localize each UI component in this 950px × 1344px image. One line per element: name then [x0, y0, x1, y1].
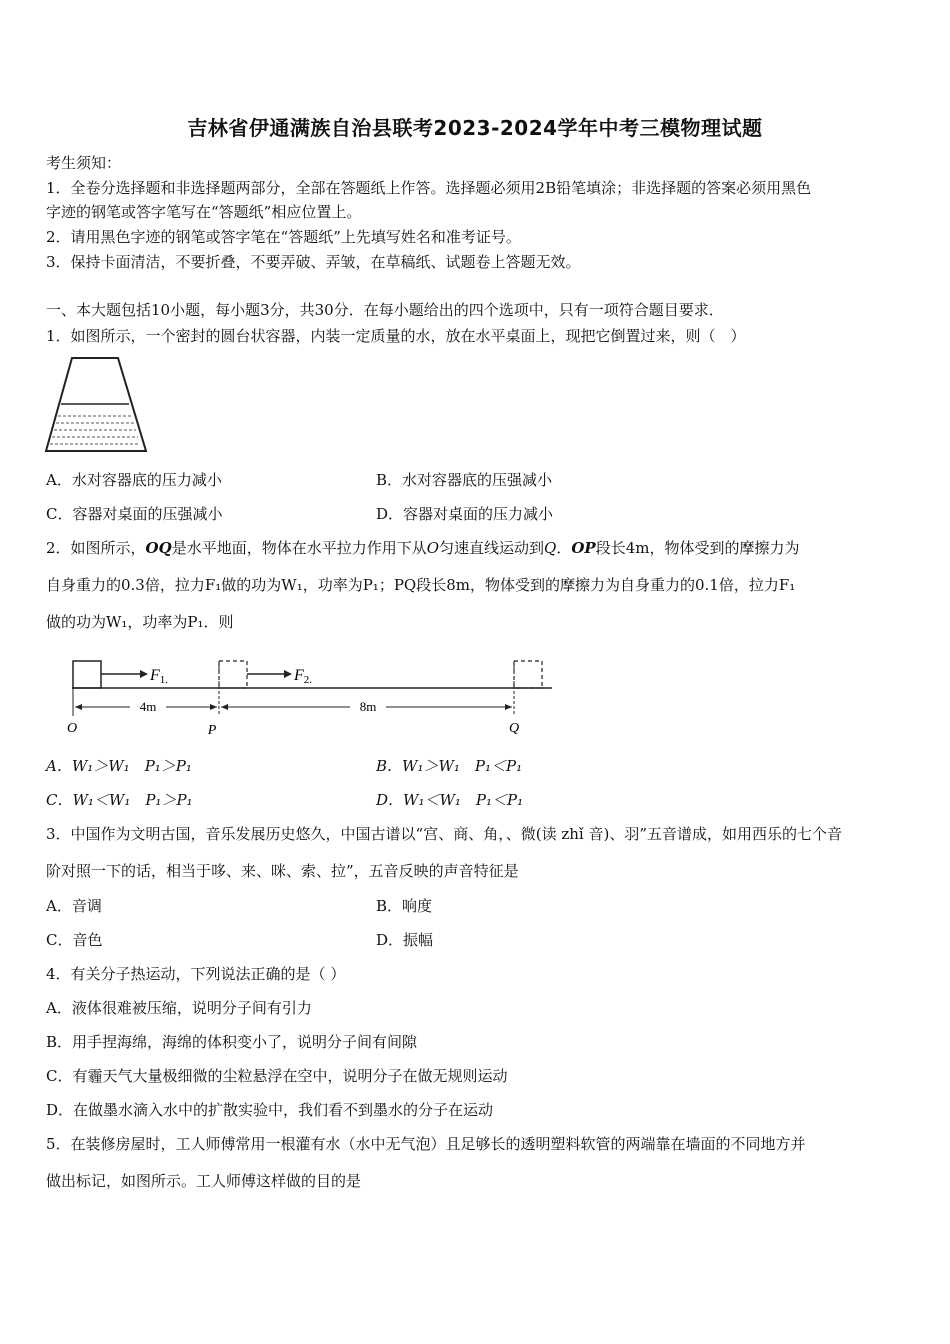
q4-option-a: A．液体很难被压缩，说明分子间有引力 [46, 999, 312, 1017]
q4-option-d: D．在做墨水滴入水中的扩散实验中，我们看不到墨水的分子在运动 [46, 1101, 494, 1119]
q2-option-c: C．W₁＜W₁ P₁＞P₁ [46, 791, 193, 809]
len-4m: 4m [139, 699, 157, 714]
q4-option-c: C．有霾天气大量极细微的尘粒悬浮在空中，说明分子在做无规则运动 [46, 1067, 508, 1085]
q3-option-c: C．音色 [46, 931, 103, 949]
notice-item-1-cont: 字迹的钢笔或答字笔写在“答题纸”相应位置上。 [46, 203, 362, 221]
q2-l1-op: OP [571, 539, 596, 557]
q5-stem-line2: 做出标记，如图所示。工人师傅这样做的目的是 [46, 1172, 362, 1190]
q1-stem: 1．如图所示，一个密封的圆台状容器，内装一定质量的水，放在水平桌面上，现把它倒置过来，则（ ） [46, 327, 746, 345]
q4-stem: 4．有关分子热运动，下列说法正确的是（ ） [46, 965, 346, 983]
f2-label: F2. [294, 667, 313, 686]
q3-stem-line2: 阶对照一下的话，相当于哆、来、咪、索、拉”，五音反映的声音特征是 [46, 862, 519, 880]
q3-option-b: B．响度 [376, 897, 433, 915]
label-o: O [66, 721, 78, 736]
q2-l1-o: O [426, 539, 440, 557]
q2-l1-mid2: 匀速直线运动到 [439, 539, 545, 557]
q2-l1-q: Q [544, 539, 557, 557]
motion-figure [60, 650, 560, 740]
q2-l1-pre: 2．如图所示， [46, 539, 146, 557]
q2-l1-oq: OQ [145, 539, 172, 557]
q1-option-b: B．水对容器底的压强减小 [376, 471, 553, 489]
page-title: 吉林省伊通满族自治县联考2023-2024学年中考三模物理试题 [187, 116, 763, 140]
q2-l1-end: 段长4m，物体受到的摩擦力为 [595, 539, 800, 557]
f1-label: F1. [150, 667, 169, 686]
q2-l1-mid: 是水平地面，物体在水平拉力作用下从 [171, 539, 427, 557]
block-at-q [514, 661, 542, 688]
q1-option-d: D．容器对桌面的压力减小 [376, 505, 554, 523]
notice-item-1: 1．全卷分选择题和非选择题两部分，全部在答题纸上作答。选择题必须用2B铅笔填涂；非选择题的答案必须用黑色 [46, 179, 812, 197]
q1-option-a: A．水对容器底的压力减小 [46, 471, 222, 489]
q2-option-a: A．W₁＞W₁ P₁＞P₁ [46, 757, 192, 775]
q2-l1-mid3: ． [556, 539, 572, 557]
label-p: P [207, 723, 217, 738]
q2-stem-line3: 做的功为W₁，功率为P₁．则 [46, 613, 234, 631]
block-at-o [73, 661, 101, 688]
q2-stem-line1 [46, 538, 800, 558]
q3-stem-line1: 3．中国作为文明古国，音乐发展历史悠久，中国古谱以“宫、商、角，、微(读 zhǐ 音)、羽”五音谱成，如用西乐的七个音 [46, 825, 842, 843]
notice-item-2: 2．请用黑色字迹的钢笔或答字笔在“答题纸”上先填写姓名和准考证号。 [46, 228, 521, 246]
frustum-container-figure [44, 356, 154, 456]
water-lines [50, 416, 140, 444]
q2-stem-line2: 自身重力的0.3倍，拉力F₁做的功为W₁，功率为P₁；PQ段长8m，物体受到的摩擦力为自身重力的0.1倍，拉力F₁ [46, 576, 796, 594]
q2-option-d: D．W₁＜W₁ P₁＜P₁ [376, 791, 524, 809]
q3-option-a: A．音调 [46, 897, 102, 915]
q3-option-d: D．振幅 [376, 931, 434, 949]
len-8m: 8m [359, 699, 377, 714]
q2-option-b: B．W₁＞W₁ P₁＜P₁ [376, 757, 523, 775]
block-at-p [219, 661, 247, 688]
section-heading: 一、本大题包括10小题，每小题3分，共30分．在每小题给出的四个选项中，只有一项符合题目要求． [46, 301, 724, 319]
f2-arrowhead [284, 670, 292, 678]
notice-heading: 考生须知： [46, 154, 122, 172]
q4-option-b: B．用手捏海绵，海绵的体积变小了，说明分子间有间隙 [46, 1033, 418, 1051]
q5-stem-line1: 5．在装修房屋时，工人师傅常用一根灌有水（水中无气泡）且足够长的透明塑料软管的两端靠在墙面的不同地方并 [46, 1135, 806, 1153]
f1-arrowhead [140, 670, 148, 678]
notice-item-3: 3．保持卡面清洁，不要折叠，不要弄破、弄皱，在草稿纸、试题卷上答题无效。 [46, 253, 581, 271]
label-q: Q [508, 721, 520, 736]
q1-option-c: C．容器对桌面的压强减小 [46, 505, 223, 523]
